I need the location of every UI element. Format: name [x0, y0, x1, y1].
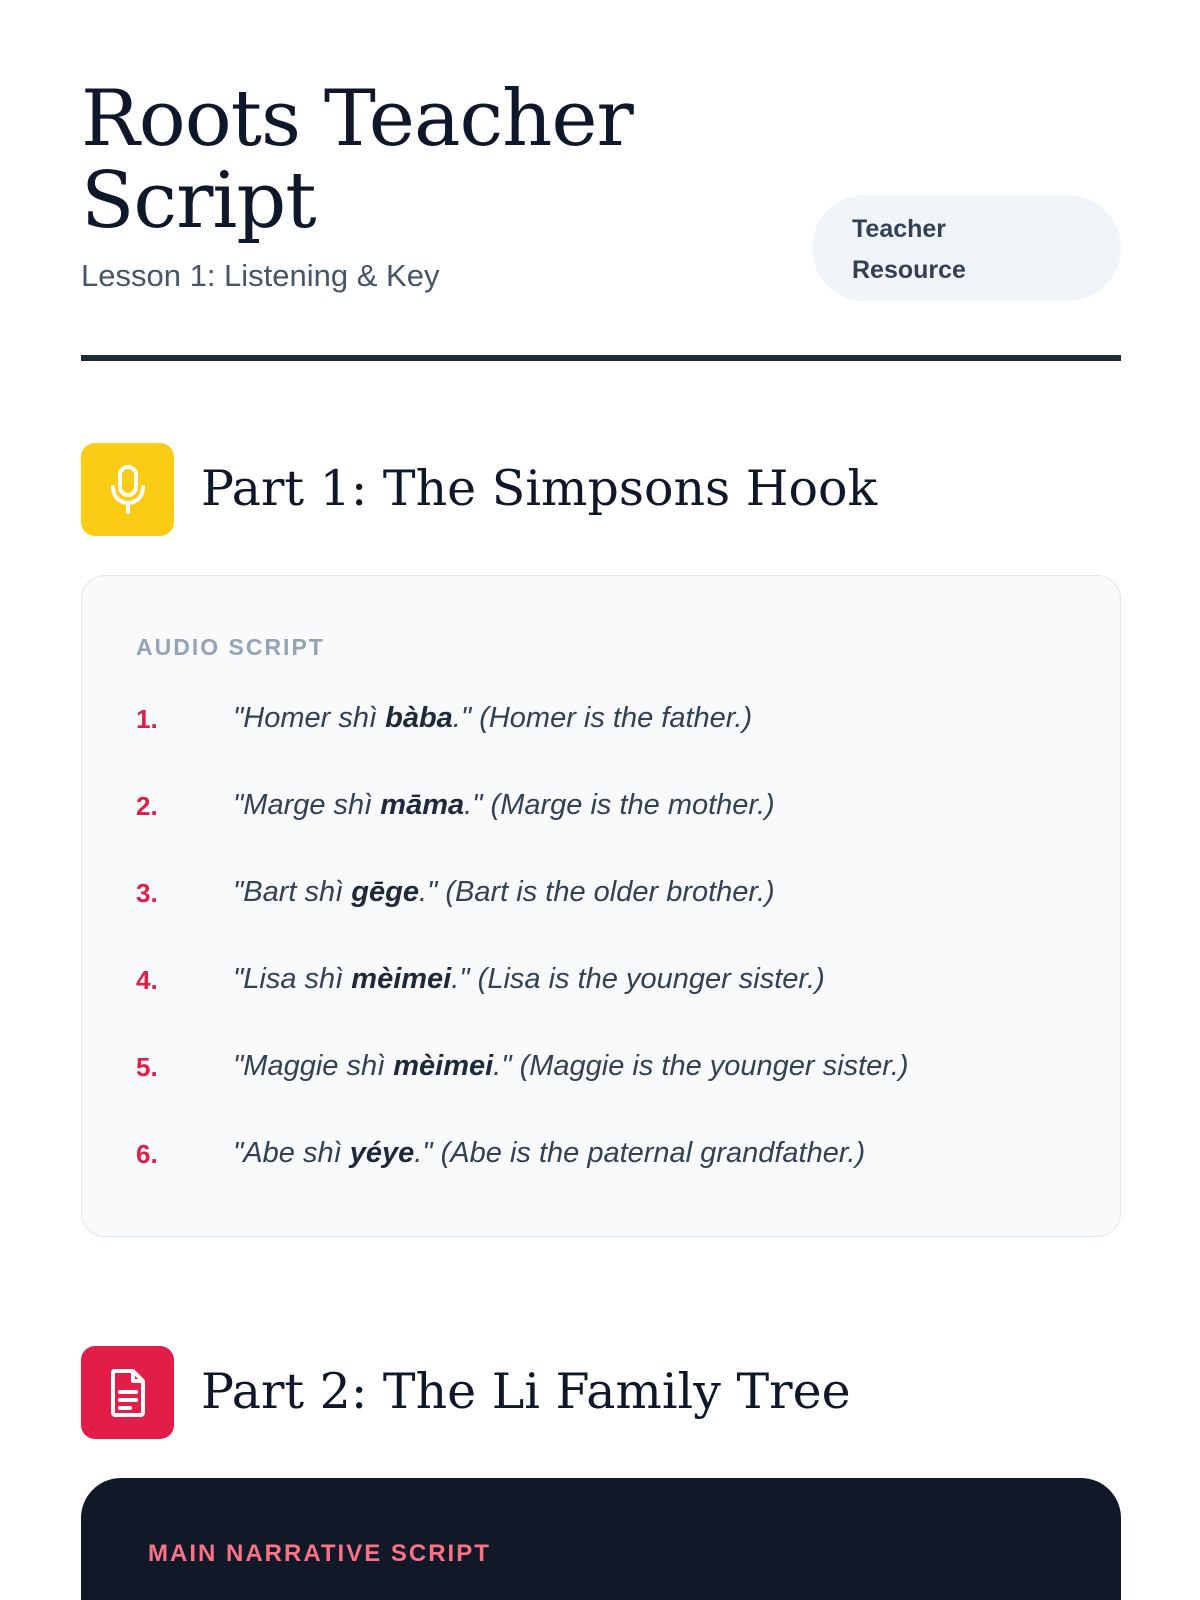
script-item-text — [233, 876, 775, 909]
section-part-1-heading — [81, 443, 1121, 536]
script-item-translation: ." (Marge is the mother.) — [464, 789, 775, 821]
teacher-resource-badge — [812, 195, 1121, 301]
page-title: Roots Teacher Script — [81, 74, 633, 246]
script-item-lead: "Maggie shì — [233, 1050, 394, 1082]
script-item-translation: ." (Abe is the paternal grandfather.) — [414, 1137, 866, 1169]
section-part-2-title: Part 2: The Li Family Tree — [201, 1363, 851, 1420]
document-icon — [81, 1346, 174, 1439]
teacher-script-page — [81, 0, 1121, 1600]
main-narrative-label: MAIN NARRATIVE SCRIPT — [148, 1540, 491, 1567]
audio-script-card — [81, 575, 1121, 1237]
script-item-keyword: mèimei — [393, 1050, 494, 1082]
script-item-text — [233, 789, 775, 822]
script-item-text — [233, 702, 752, 735]
list-item — [136, 957, 1096, 1044]
script-item-number: 6. — [136, 1139, 158, 1169]
script-item-keyword: yéye — [349, 1137, 415, 1169]
page-header — [81, 74, 1121, 318]
page-subtitle: Lesson 1: Listening & Key — [81, 258, 440, 293]
script-item-number: 4. — [136, 965, 158, 995]
script-item-number: 2. — [136, 791, 158, 821]
script-item-lead: "Lisa shì — [233, 963, 352, 995]
list-item — [136, 696, 1096, 783]
script-item-lead: "Bart shì — [233, 876, 352, 908]
script-item-lead: "Homer shì — [233, 702, 386, 734]
audio-script-list — [136, 696, 1096, 1218]
badge-line-2: Resource — [852, 256, 966, 284]
script-item-number: 3. — [136, 878, 158, 908]
list-item — [136, 783, 1096, 870]
audio-script-label: AUDIO SCRIPT — [136, 634, 325, 660]
script-item-lead: "Abe shì — [233, 1137, 350, 1169]
list-item — [136, 1131, 1096, 1218]
header-divider — [81, 355, 1121, 361]
script-item-keyword: gēge — [351, 876, 419, 908]
script-item-text — [233, 963, 825, 996]
script-item-keyword: mèimei — [351, 963, 452, 995]
script-item-text — [233, 1050, 909, 1083]
script-item-translation: ." (Homer is the father.) — [452, 702, 753, 734]
badge-line-1: Teacher — [852, 215, 947, 243]
script-item-translation: ." (Bart is the older brother.) — [418, 876, 775, 908]
script-item-translation: ." (Lisa is the younger sister.) — [451, 963, 825, 995]
section-part-2-heading — [81, 1346, 1121, 1439]
script-item-keyword: māma — [380, 789, 465, 821]
list-item — [136, 1044, 1096, 1131]
script-item-number: 1. — [136, 704, 158, 734]
microphone-icon — [81, 443, 174, 536]
script-item-translation: ." (Maggie is the younger sister.) — [493, 1050, 909, 1082]
section-part-1-title: Part 1: The Simpsons Hook — [201, 460, 878, 517]
main-narrative-card — [81, 1478, 1121, 1600]
script-item-lead: "Marge shì — [233, 789, 381, 821]
list-item — [136, 870, 1096, 957]
script-item-keyword: bàba — [385, 702, 453, 734]
script-item-number: 5. — [136, 1052, 158, 1082]
script-item-text — [233, 1137, 865, 1170]
